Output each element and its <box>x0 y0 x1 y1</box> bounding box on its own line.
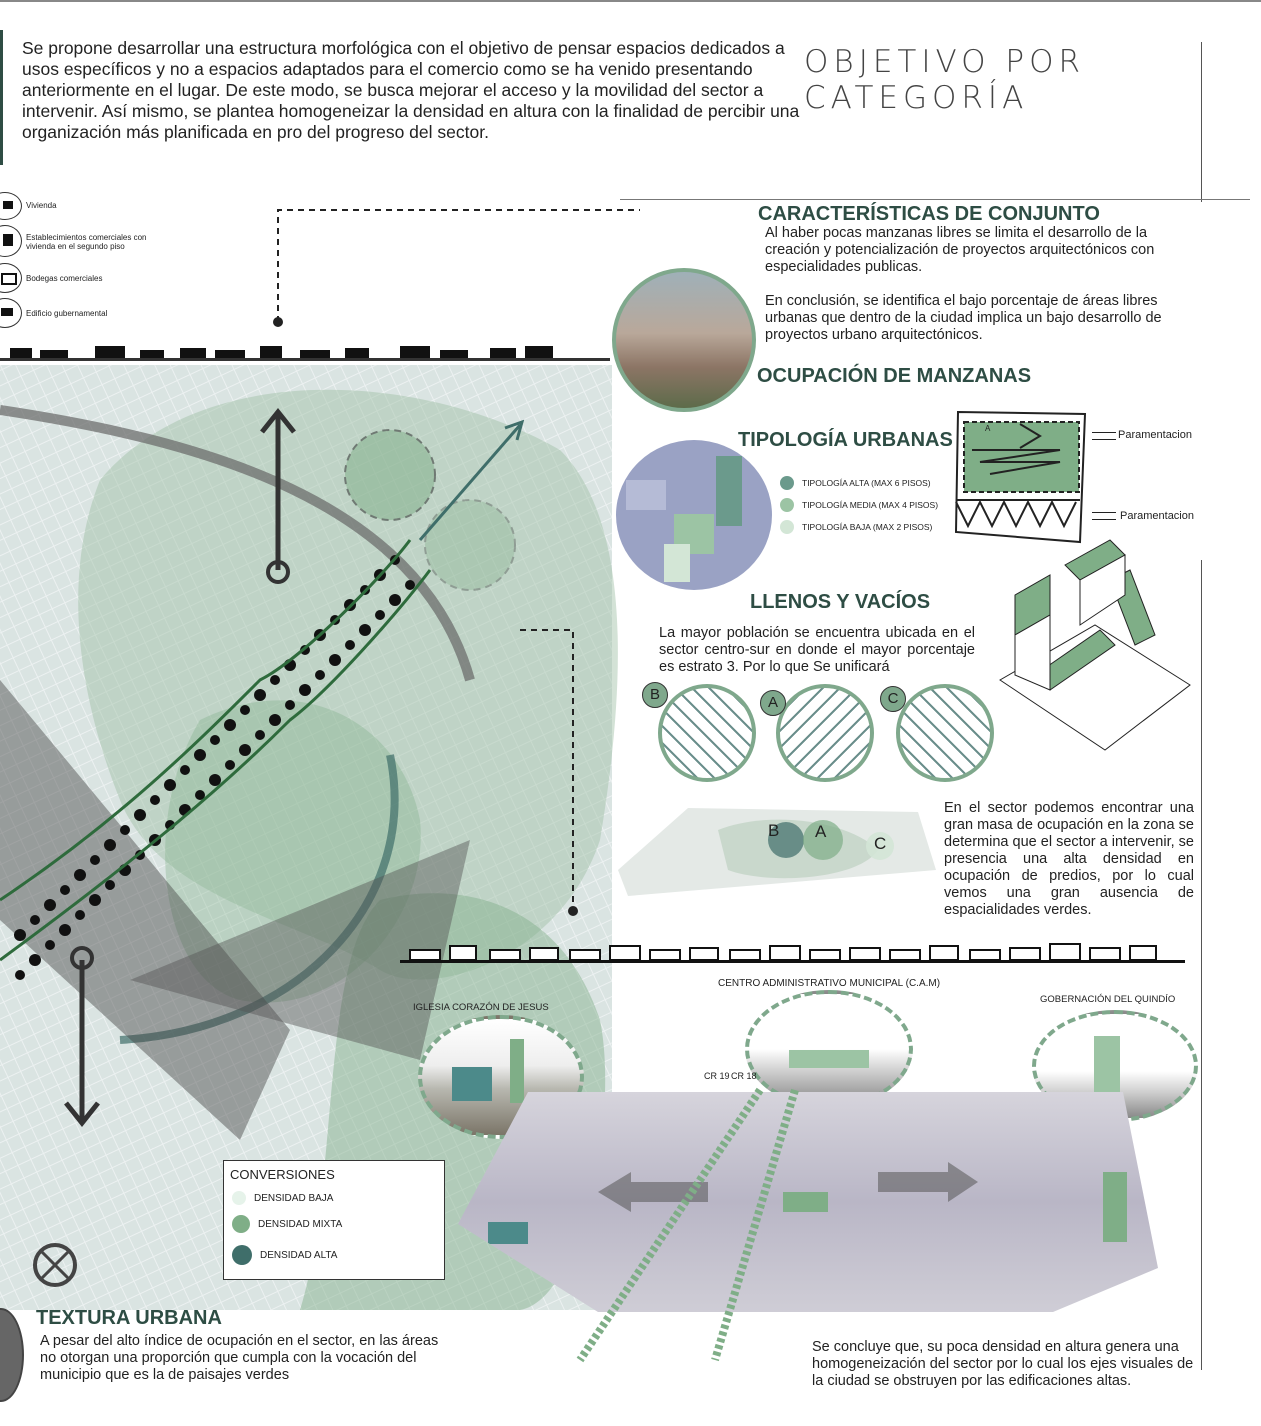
textura-text: A pesar del alto índice de ocupación en el sector, en las áreas no otorgan una proporción que cumpla con la vocación del municipio que es la de paisajes verdes <box>40 1333 439 1383</box>
lower-skyline <box>400 938 1185 968</box>
density-swatch <box>232 1215 250 1233</box>
uses-legend-label: Edificio gubernamental <box>26 309 108 318</box>
tipologia-label: TIPOLOGÍA ALTA (MAX 6 PISOS) <box>802 478 931 488</box>
top-border <box>0 0 1261 2</box>
llenos-text: La mayor población se encuentra ubicada en el sector centro-sur en donde el mayor porcentaje es estrato 3. Por lo que Se unificará <box>659 625 975 675</box>
tipologia-heading: TIPOLOGÍA URBANAS <box>738 429 953 451</box>
cr18-label: CR 18 <box>731 1071 757 1081</box>
skyline <box>0 346 610 361</box>
tipologia-item <box>780 498 938 512</box>
title-divider <box>1201 42 1202 202</box>
llenos-heading: LLENOS Y VACÍOS <box>750 591 931 613</box>
tipologia-label: TIPOLOGÍA MEDIA (MAX 4 PISOS) <box>802 500 939 510</box>
paramentacion-diagram <box>950 410 1100 550</box>
llenos-label: B <box>642 682 668 708</box>
aerial-label: C <box>874 834 887 853</box>
left-accent-bar <box>0 30 3 165</box>
tipologia-swatch <box>780 498 794 512</box>
tipologia-legend <box>780 476 938 534</box>
paramentacion-label-1: Paramentacion <box>1118 429 1192 441</box>
llenos-circle-b <box>658 684 756 782</box>
cr19-label: CR 19 <box>704 1071 730 1081</box>
tipologia-swatch <box>780 520 794 534</box>
paramentacion-line-1 <box>1092 432 1116 440</box>
conclusion-text: Se concluye que, su poca densidad en altura genera una homogeneización del sector por lo cual los ejes visuales de la ciudad se obstruyen por las edificaciones altas. <box>812 1339 1194 1389</box>
conversiones-legend <box>223 1160 445 1280</box>
iglesia-label: IGLESIA CORAZÓN DE JESUS <box>413 1002 549 1013</box>
conversiones-item <box>232 1191 333 1205</box>
llenos-circle-c <box>896 684 994 782</box>
tipologia-3d-view <box>616 440 772 590</box>
sector-text: En el sector podemos encontrar una gran masa de ocupación en la zona se determina que el sector a intervenir, se presencia una alta densidad en ocupación de predios, por lo cual vemos una gran ausencia de espacialidades verdes. <box>944 800 1194 918</box>
right-divider <box>1201 560 1202 1370</box>
density-swatch <box>232 1245 252 1265</box>
uses-legend-label: Establecimientos comerciales con vivienda en el segundo piso <box>26 233 147 251</box>
uses-legend-label: Bodegas comerciales <box>26 274 103 283</box>
building-blocks-3d <box>995 535 1195 765</box>
aerial-label: B <box>768 821 780 840</box>
caracteristicas-heading: CARACTERÍSTICAS DE CONJUNTO <box>758 203 1100 225</box>
green-axes <box>570 1080 810 1370</box>
cam-label: CENTRO ADMINISTRATIVO MUNICIPAL (C.A.M) <box>718 978 941 989</box>
conversiones-label: DENSIDAD ALTA <box>260 1249 338 1261</box>
tipologia-item <box>780 476 938 490</box>
llenos-circle-a <box>776 684 874 782</box>
conversiones-label: DENSIDAD MIXTA <box>258 1218 343 1230</box>
tipologia-swatch <box>780 476 794 490</box>
tipologia-label: TIPOLOGÍA BAJA (MAX 2 PISOS) <box>802 522 933 532</box>
llenos-label: A <box>760 690 786 716</box>
uses-legend-label: Vivienda <box>26 201 57 210</box>
aerial-label: A <box>815 822 827 841</box>
caracteristicas-p1: Al haber pocas manzanas libres se limita el desarrollo de la creación y potencialización de proyectos arquitectónicos con especialidades publicas. <box>765 225 1155 275</box>
llenos-label: C <box>880 686 906 712</box>
tipologia-item <box>780 520 938 534</box>
conversiones-item <box>232 1245 337 1265</box>
llenos-circles <box>640 680 1000 790</box>
city-photo <box>612 268 756 412</box>
paramentacion-label-2: Paramentacion <box>1120 510 1194 522</box>
textura-heading: TEXTURA URBANA <box>36 1307 222 1329</box>
gobernacion-label: GOBERNACIÓN DEL QUINDÍO <box>1040 994 1176 1005</box>
caracteristicas-p2: En conclusión, se identifica el bajo porcentaje de áreas libres urbanas que dentro de la ciudad implica un bajo desarrollo de proyectos urbano arquitectónicos. <box>765 293 1162 343</box>
aerial-density-map <box>618 800 938 900</box>
paramentacion-block-label: A <box>985 424 991 433</box>
textura-thumb <box>0 1308 24 1402</box>
conversiones-title: CONVERSIONES <box>230 1167 335 1182</box>
conversiones-label: DENSIDAD BAJA <box>254 1192 334 1204</box>
intro-paragraph: Se propone desarrollar una estructura morfológica con el objetivo de pensar espacios dedicados a usos específicos y no a espacios adaptados para el comercio como se ha venido presentando anteriormente en el lugar. De este modo, se busca mejorar el acceso y la movilidad del sector a intervenir. Así mismo, se plantea homogeneizar la densidad en altura con la finalidad de percibir una organización más planificada en pro del progreso del sector. <box>22 38 800 142</box>
section-rule <box>620 199 1250 200</box>
density-swatch <box>232 1191 246 1205</box>
paramentacion-line-2 <box>1092 512 1116 520</box>
conversiones-item <box>232 1215 342 1233</box>
page-title: OBJETIVO POR CATEGORÍA <box>804 44 1086 116</box>
ocupacion-heading: OCUPACIÓN DE MANZANAS <box>757 365 1032 387</box>
